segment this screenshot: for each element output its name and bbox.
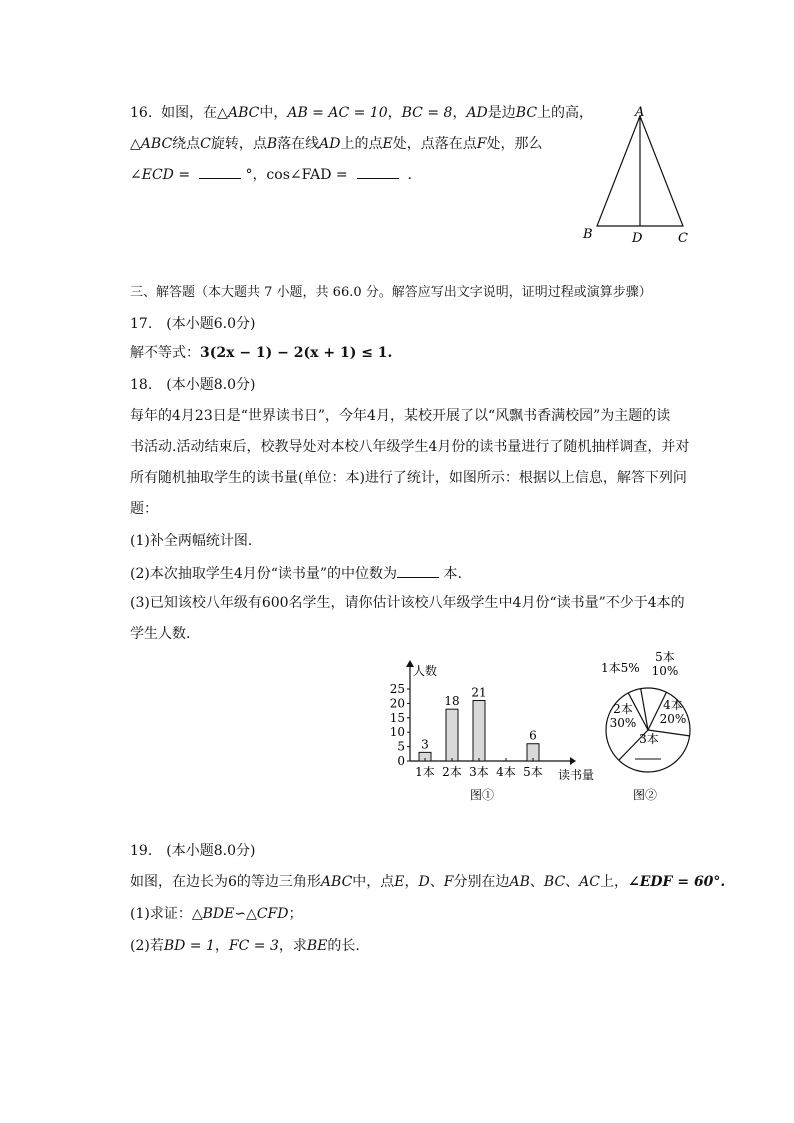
- bar: [473, 701, 485, 761]
- y-tick-label: 10: [389, 725, 405, 740]
- y-tick-label: 15: [389, 710, 405, 725]
- pie-slice-label: 2本: [613, 702, 633, 716]
- label-d: D: [632, 231, 643, 246]
- q16-triangle-figure: [575, 102, 695, 247]
- bar-value-label: 18: [444, 694, 460, 709]
- bar-chart-y-label: 人数: [413, 664, 438, 678]
- bar-chart-bars: [419, 686, 539, 761]
- bar-chart-y-ticks: [390, 682, 410, 768]
- q17-body: 解不等式：3(2x − 1) − 2(x + 1) ≤ 1.: [130, 345, 393, 361]
- y-tick-label: 20: [389, 696, 405, 711]
- q16-number: 16.: [130, 105, 153, 121]
- q16-line-3: ∠ECD = °，cos∠FAD = .: [130, 164, 412, 185]
- y-tick-label: 5: [397, 739, 405, 754]
- bar-value-label: 6: [529, 728, 537, 743]
- pie-chart-figure-2: [595, 645, 705, 805]
- x-tick-label: 2本: [442, 765, 462, 779]
- x-axis-arrow: [570, 757, 576, 765]
- y-tick-label: 25: [389, 682, 405, 696]
- q17-head: 17. (本小题6.0分): [130, 316, 256, 332]
- label-c: C: [678, 231, 688, 246]
- answer-blank-median[interactable]: [397, 563, 439, 578]
- bar-chart-title: 图①: [470, 788, 495, 802]
- bar-chart-figure-1: [375, 655, 605, 805]
- q18-sub-2: (2)本次抽取学生4月份“读书量”的中位数为 本.: [130, 563, 462, 584]
- answer-blank-angle[interactable]: [199, 164, 241, 179]
- q19-line-1: 如图，在边长为6的等边三角形ABC中，点E，D、F分别在边AB、BC、AC上，∠EDF = 60°.: [130, 874, 726, 890]
- q16-line-2: △ABC绕点C旋转，点B落在线AD上的点E处，点落在点F处，那么: [130, 136, 543, 152]
- x-tick-label: 3本: [469, 765, 489, 779]
- bar-value-label: 3: [421, 737, 429, 752]
- q18-para-3: 所有随机抽取学生的读书量(单位：本)进行了统计，如图所示：根据以上信息，解答下列问: [130, 470, 687, 486]
- q16-line-1: 16. 如图，在△ABC中，AB = AC = 10，BC = 8，AD是边BC上的高，: [130, 105, 594, 121]
- label-a: A: [635, 105, 645, 120]
- pie-slice-label: 1本5%: [601, 661, 640, 675]
- x-tick-label: 5本: [523, 765, 543, 779]
- pie-slice-label: 5本: [655, 650, 675, 664]
- q18-head: 18. (本小题8.0分): [130, 377, 256, 393]
- pie-slice-percent: 20%: [659, 712, 687, 726]
- bar-value-label: 21: [471, 685, 487, 700]
- q18-sub-3: (3)已知该校八年级有600名学生，请你估计该校八年级学生中4月份“读书量”不少于4本的: [130, 595, 685, 611]
- q18-sub-3-cont: 学生人数.: [130, 626, 191, 642]
- q19-line-3: (2)若BD = 1，FC = 3，求BE的长.: [130, 938, 360, 954]
- q19-line-2: (1)求证：△BDE∽△CFD；: [130, 906, 303, 922]
- pie-slice-label: 4本: [663, 698, 683, 712]
- pie-chart-labels: [601, 649, 686, 746]
- q19-head: 19. (本小题8.0分): [130, 843, 256, 859]
- section-3-header: 三、解答题（本大题共 7 小题，共 66.0 分。解答应写出文字说明，证明过程或演算步骤）: [130, 285, 652, 300]
- q18-sub-1: (1)补全两幅统计图.: [130, 533, 253, 549]
- pie-slice-percent: 10%: [651, 664, 679, 678]
- q18-para-2: 书活动.活动结束后，校教导处对本校八年级学生4月份的读书量进行了随机抽样调查，并对: [130, 439, 690, 455]
- answer-blank-cos[interactable]: [357, 164, 399, 179]
- bar-chart-x-label: 读书量: [558, 768, 595, 782]
- x-tick-label: 1本: [415, 765, 435, 779]
- pie-slice-percent: 30%: [609, 716, 637, 730]
- pie-chart-title: 图②: [633, 788, 658, 802]
- bar: [446, 709, 458, 761]
- q18-para-1: 每年的4月23日是“世界读书日”，今年4月，某校开展了以“风飘书香满校园”为主题的读: [130, 408, 671, 424]
- q18-para-4: 题：: [130, 501, 158, 517]
- pie-slice-label: 3本: [639, 732, 659, 746]
- x-tick-label: 4本: [496, 765, 516, 779]
- y-tick-label: 0: [397, 754, 405, 768]
- label-b: B: [583, 227, 593, 242]
